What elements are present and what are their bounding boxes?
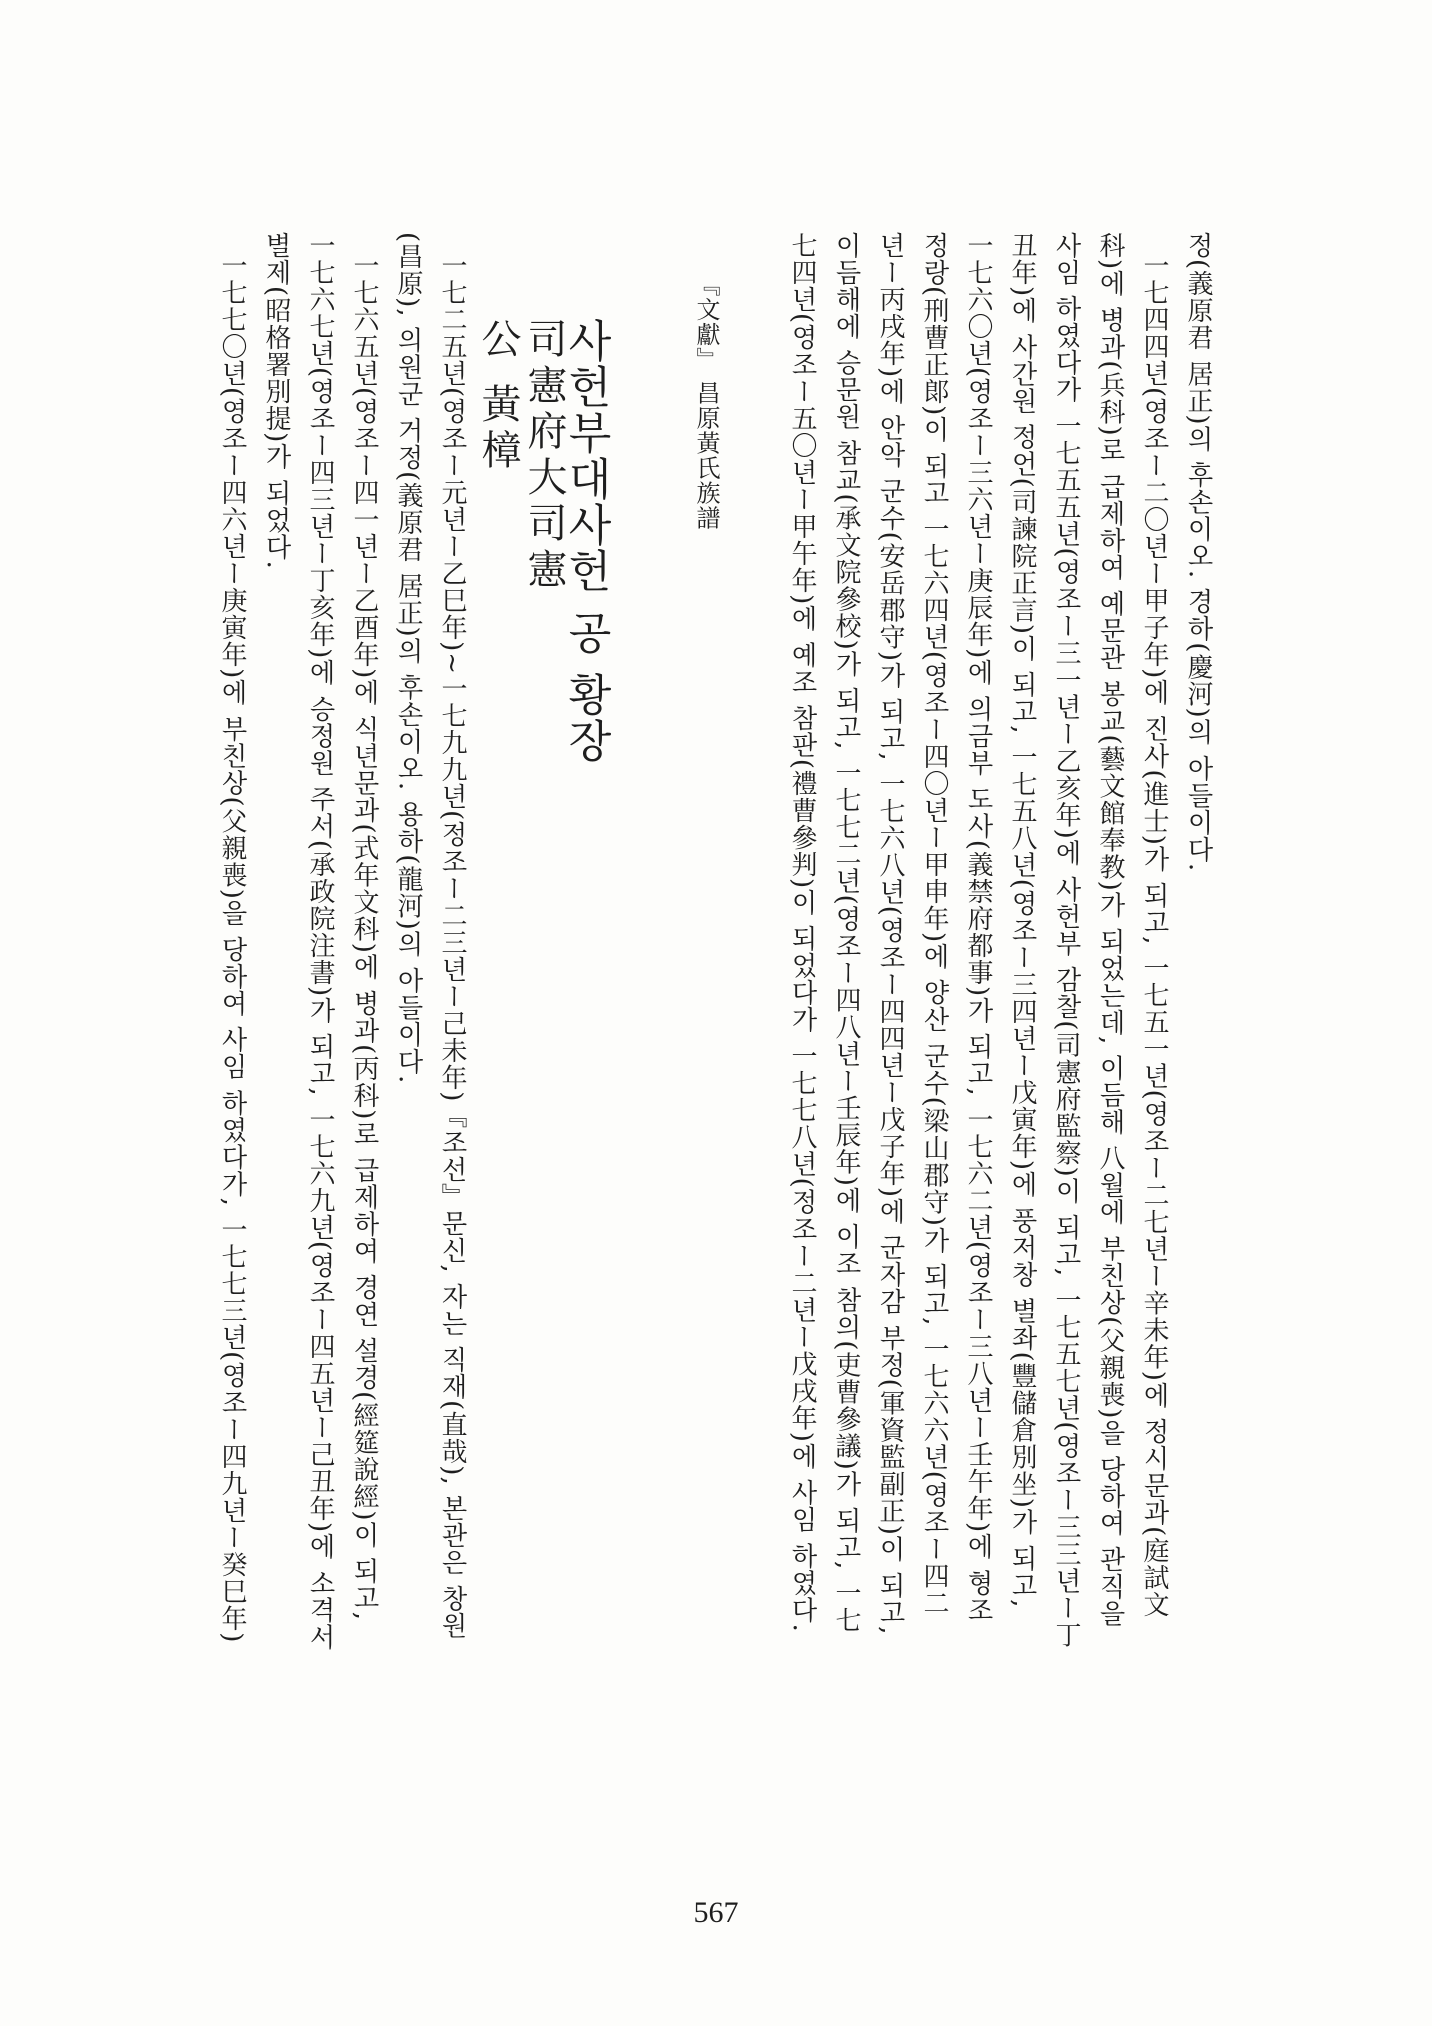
text-column-r8: 년ー丙戌年)에 안악 군수(安岳郡守)가 되고, 一七六八년(영조ー四四년ー戊子年)에 군자감 부정(軍資監副正)이 되고, xyxy=(875,232,905,1636)
text-column-l4: 一七六七년(영조ー四三년ー丁亥年)에 승정원 주서(承政院注書)가 되고, 一七六九년(영조ー四五년ー己丑年)에 소격서 xyxy=(305,232,335,1651)
text-column-l6: 一七七〇년(영조ー四六년ー庚寅年)에 부친상(父親喪)을 당하여 사임 하였다가, 一七七三년(영조ー四九년ー癸巳年) xyxy=(217,252,247,1644)
text-column-r2: 一七四四년(영조ー二〇년ー甲子年)에 진사(進士)가 되고, 一七五一년(영조ー二七년ー辛未年)에 정시문과(庭試文 xyxy=(1139,252,1169,1619)
section-title-hanja-line2: 公 黃樟 xyxy=(475,318,521,475)
source-citation: 『文獻』 昌原黃氏族譜 xyxy=(692,272,720,531)
section-title-hangul: 사헌부대사헌 공 황장 xyxy=(560,318,611,764)
text-column-l2: (昌原), 의원군 거정(義原君 居正)의 후손이오. 용하(龍河)의 아들이다. xyxy=(393,232,423,1085)
text-column-l3: 一七六五년(영조ー四一년ー乙酉年)에 식년문과(式年文科)에 병과(丙科)로 급제하여 경연 설경(經筵說經)이 되고, xyxy=(349,252,379,1622)
page-number: 567 xyxy=(693,1896,739,1929)
text-column-r6: 一七六〇년(영조ー三六년ー庚辰年)에 의금부 도사(義禁府都事)가 되고, 一七六二년(영조ー三八년ー壬午年)에 형조 xyxy=(963,232,993,1624)
text-column-r3: 科)에 병과(兵科)로 급제하여 예문관 봉교(藝文館奉教)가 되었는데, 이듬해 八월에 부친상(父親喪)을 당하여 관직을 xyxy=(1095,232,1125,1627)
text-column-r10: 七四년(영조ー五〇년ー甲午年)에 예조 참판(禮曹參判)이 되었다가 一七七八년(정조ー二년ー戊戌年)에 사임 하였다. xyxy=(787,232,817,1633)
text-column-l1: 一七二五년(영조ー元년ー乙巳年)~一七九九년(정조ー二三년ー己未年)『조선』문신, 자는 직재(直哉), 본관은 창원 xyxy=(437,252,467,1640)
text-column-r5: 丑年)에 사간원 정언(司諫院正言)이 되고, 一七五八년(영조ー三四년ー戊寅年)에 풍저창 별좌(豐儲倉別坐)가 되고, xyxy=(1007,232,1037,1609)
text-column-r1: 정(義原君 居正)의 후손이오. 경하(慶河)의 아들이다. xyxy=(1183,232,1213,873)
text-column-r9: 이듬해에 승문원 참교(承文院參校)가 되고, 一七七二년(영조ー四八년ー壬辰年)에 이조 참의(吏曹參議)가 되고, 一七 xyxy=(831,232,861,1634)
text-column-l5: 별제(昭格署別提)가 되었다. xyxy=(261,232,291,570)
text-column-r4: 사임 하였다가 一七五五년(영조ー三一년ー乙亥年)에 사헌부 감찰(司憲府監察)이 되고, 一七五七년(영조ー三三년ー丁 xyxy=(1051,232,1081,1649)
text-column-r7: 정랑(刑曹正郞)이 되고 一七六四년(영조ー四〇년ー甲申年)에 양산 군수(梁山郡守)가 되고, 一七六六년(영조ー四二 xyxy=(919,232,949,1617)
section-title-hanja-line1: 司憲府大司憲 xyxy=(521,318,567,594)
